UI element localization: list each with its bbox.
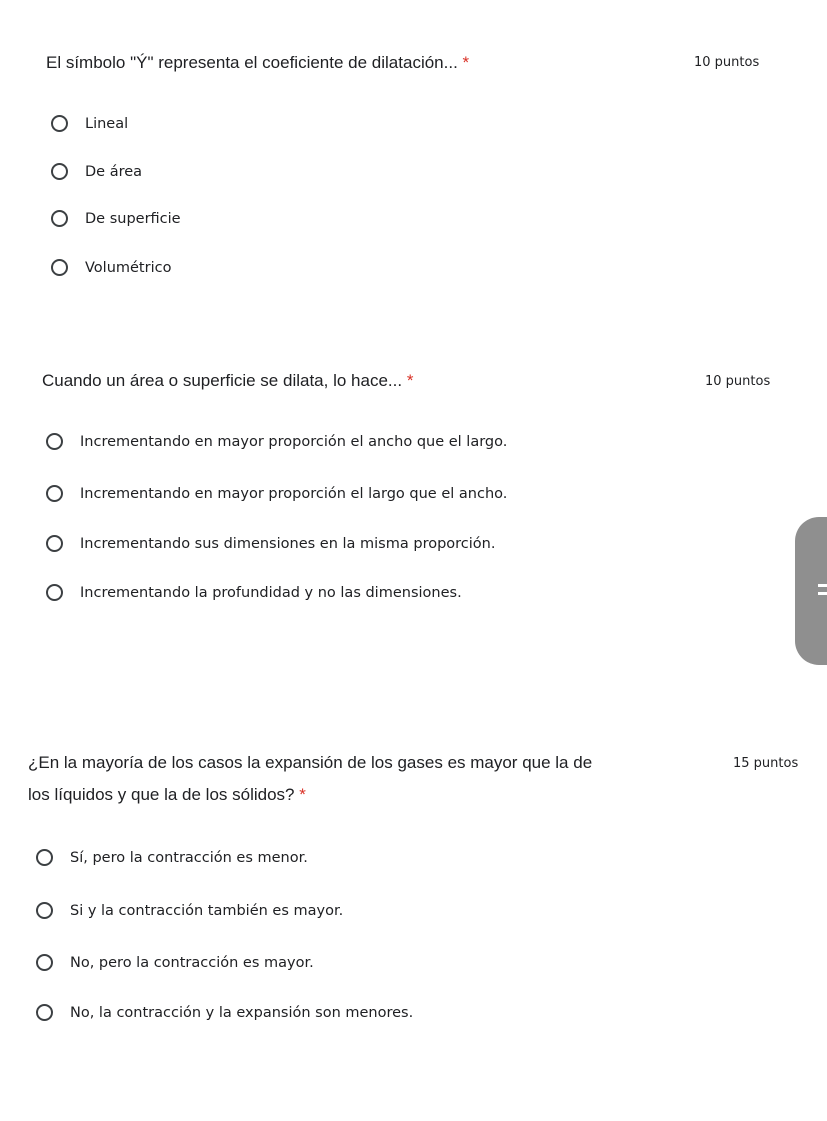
radio-button[interactable]: [51, 115, 68, 132]
option-label: Incrementando sus dimensiones en la misma proporción.: [80, 535, 496, 552]
required-asterisk: *: [406, 371, 414, 390]
option-de-superficie[interactable]: [51, 210, 181, 227]
required-asterisk: *: [299, 785, 306, 804]
option-volumetrico[interactable]: [51, 259, 171, 276]
question-title: [46, 51, 469, 75]
drag-handle-icon[interactable]: [795, 517, 827, 665]
radio-button[interactable]: [46, 584, 63, 601]
radio-button[interactable]: [36, 849, 53, 866]
required-asterisk: *: [462, 53, 470, 72]
option-label: Sí, pero la contracción es menor.: [70, 849, 308, 866]
option-ancho-mayor[interactable]: [46, 433, 507, 450]
question-title: [42, 369, 413, 393]
option-label: Incrementando la profundidad y no las dimensiones.: [80, 584, 462, 601]
points-label: 15 puntos: [733, 756, 799, 771]
grip-line: [818, 592, 827, 595]
question-text-line: ¿En la mayoría de los casos la expansión de los gases es mayor que la de: [28, 753, 593, 772]
option-label: Incrementando en mayor proporción el ancho que el largo.: [80, 433, 508, 450]
option-si-mayor[interactable]: [36, 902, 343, 919]
question-text: Cuando un área o superficie se dilata, lo hace...: [42, 371, 403, 390]
question-text: los líquidos y que la de los sólidos?: [28, 785, 295, 804]
radio-button[interactable]: [46, 433, 63, 450]
option-label: De superficie: [85, 210, 181, 227]
option-label: No, pero la contracción es mayor.: [70, 954, 314, 971]
radio-button[interactable]: [51, 163, 68, 180]
question-text: El símbolo "Ý" representa el coeficiente de dilatación...: [46, 53, 458, 72]
radio-button[interactable]: [46, 485, 63, 502]
option-label: Si y la contracción también es mayor.: [70, 902, 344, 919]
option-label: De área: [85, 163, 143, 180]
radio-button[interactable]: [36, 902, 53, 919]
radio-button[interactable]: [36, 954, 53, 971]
option-label: Incrementando en mayor proporción el largo que el ancho.: [80, 485, 508, 502]
points-label: 10 puntos: [705, 374, 771, 389]
option-largo-mayor[interactable]: [46, 485, 507, 502]
option-profundidad[interactable]: [46, 584, 462, 601]
grip-line: [818, 584, 827, 587]
option-no-mayor[interactable]: [36, 954, 314, 971]
radio-button[interactable]: [46, 535, 63, 552]
option-label: Lineal: [85, 115, 129, 132]
radio-button[interactable]: [36, 1004, 53, 1021]
option-label: No, la contracción y la expansión son menores.: [70, 1004, 414, 1021]
radio-button[interactable]: [51, 259, 68, 276]
option-misma-proporcion[interactable]: [46, 535, 495, 552]
option-de-area[interactable]: [51, 163, 142, 180]
question-text-line-2: [28, 783, 728, 807]
option-no-menores[interactable]: [36, 1004, 413, 1021]
points-label: 10 puntos: [694, 55, 760, 70]
option-si-menor[interactable]: [36, 849, 308, 866]
question-title: [28, 751, 728, 807]
option-lineal[interactable]: [51, 115, 128, 132]
option-label: Volumétrico: [85, 259, 172, 276]
radio-button[interactable]: [51, 210, 68, 227]
